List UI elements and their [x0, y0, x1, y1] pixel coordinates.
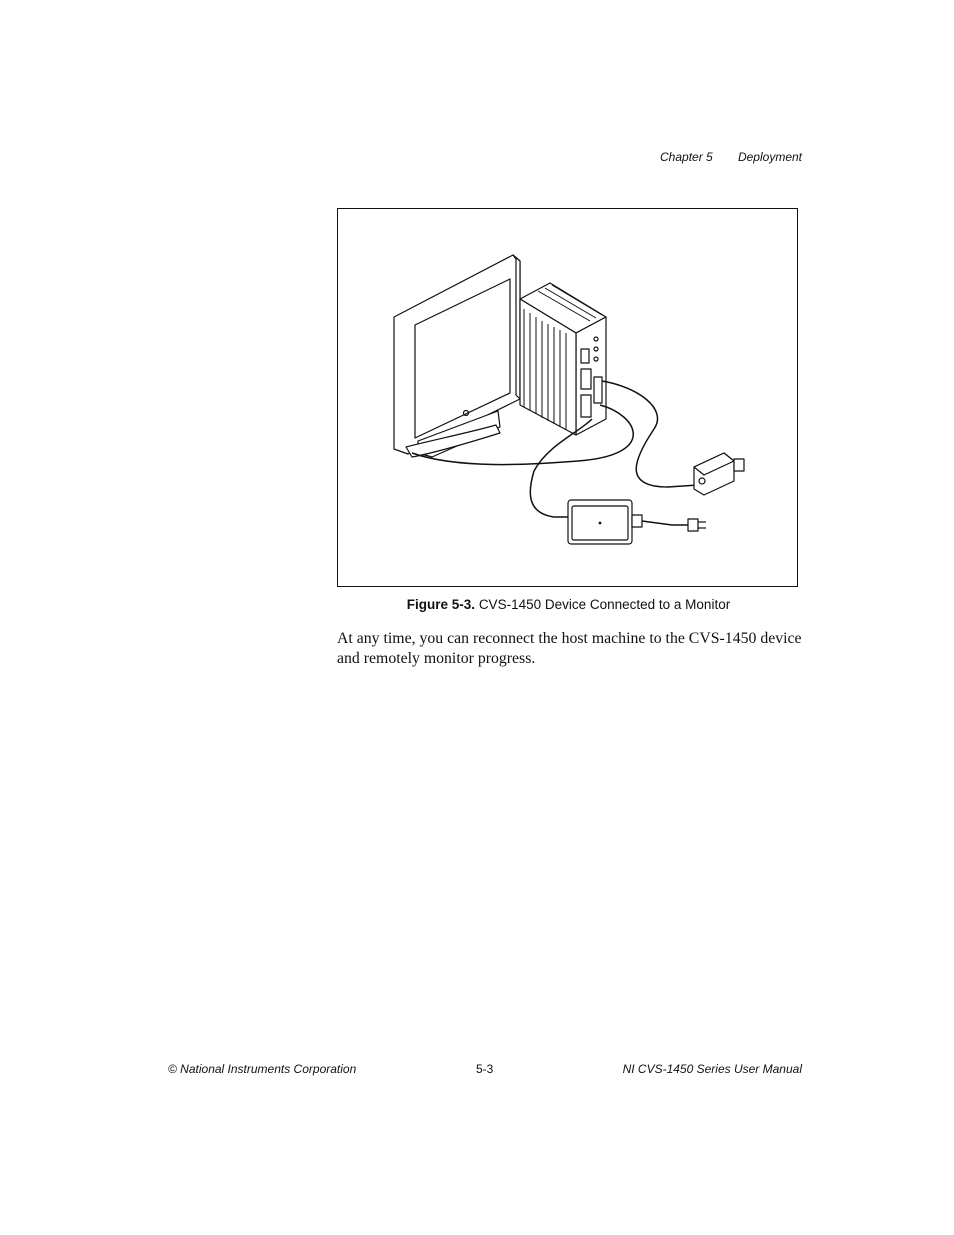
front-connector-2 [581, 369, 591, 389]
camera-cable [602, 381, 698, 487]
figure-frame [337, 208, 798, 587]
device-illustration [338, 209, 799, 588]
footer-manual-title: NI CVS-1450 Series User Manual [622, 1062, 802, 1076]
footer-page-number: 5-3 [476, 1062, 494, 1076]
camera-lens [734, 459, 744, 471]
figure-label: Figure 5-3. [406, 597, 476, 612]
front-connector-1 [581, 349, 589, 363]
section-label: Deployment [737, 150, 802, 164]
cable-plug-1 [594, 377, 602, 403]
cvs-device-illustration [520, 283, 606, 435]
ac-cord [642, 521, 688, 525]
chapter-label: Chapter 5 [660, 150, 713, 164]
ac-plug [688, 519, 698, 531]
monitor-illustration [394, 255, 520, 457]
camera-illustration [694, 453, 744, 495]
footer-copyright: © National Instruments Corporation [168, 1062, 357, 1076]
front-connector-3 [581, 395, 591, 417]
running-header [660, 150, 802, 164]
power-supply-indicator [599, 522, 601, 524]
figure-title: CVS-1450 Device Connected to a Monitor [478, 597, 731, 612]
body-paragraph: At any time, you can reconnect the host machine to the CVS-1450 device and remotely monitor progress. [337, 630, 802, 667]
figure-caption [337, 597, 800, 612]
power-supply-plug [632, 515, 642, 527]
power-supply-illustration [568, 500, 706, 544]
